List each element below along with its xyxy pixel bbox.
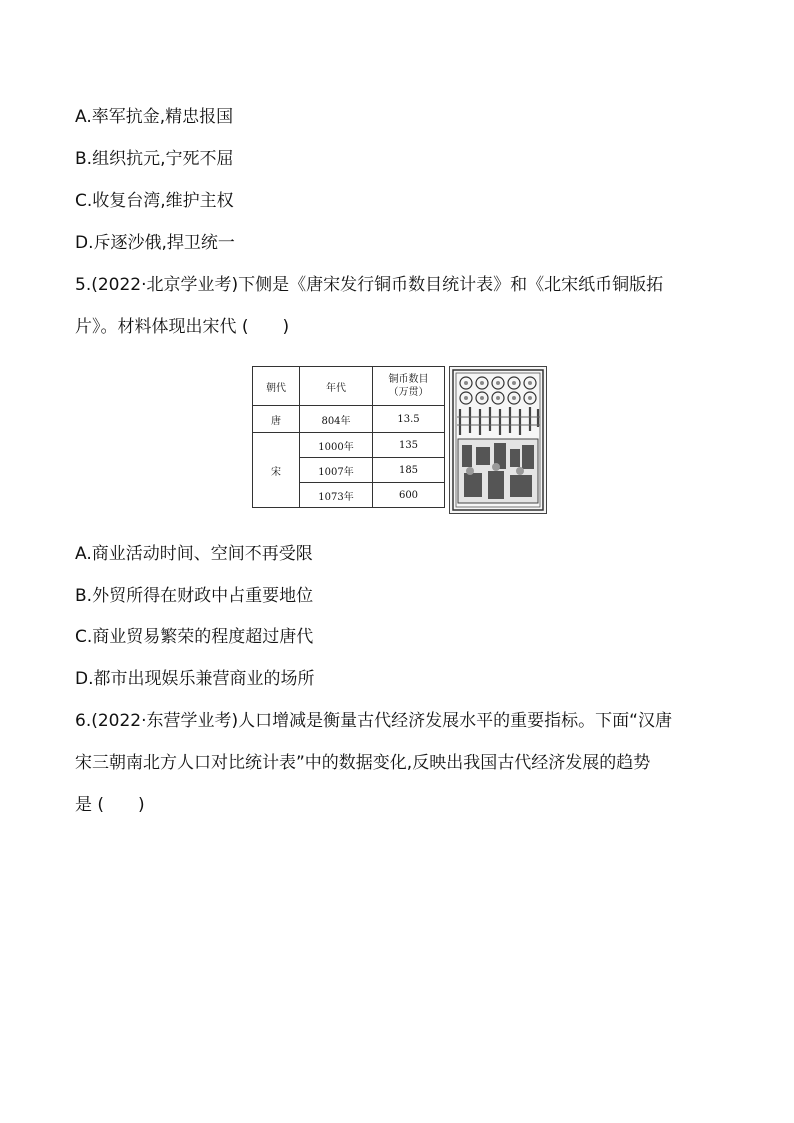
year-cell: 1000年 — [300, 433, 373, 458]
table-row — [253, 406, 445, 433]
q5-option-a: A.商业活动时间、空间不再受限 — [75, 544, 313, 564]
coin-table — [252, 366, 445, 508]
q4-option-c: C.收复台湾,维护主权 — [75, 191, 234, 211]
q6-stem-line1: 6.(2022·东营学业考)人口增减是衡量古代经济发展水平的重要指标。下面“汉唐 — [75, 711, 672, 731]
q5-stem-line1: 5.(2022·北京学业考)下侧是《唐宋发行铜币数目统计表》和《北宋纸币铜版拓 — [75, 275, 664, 295]
q6-stem-line2: 宋三朝南北方人口对比统计表”中的数据变化,反映出我国古代经济发展的趋势 — [75, 753, 651, 773]
q5-stem-line2: 片》。材料体现出宋代 ( ) — [75, 317, 290, 337]
value-cell: 135 — [373, 433, 445, 458]
value-cell: 600 — [373, 483, 445, 508]
q4-option-b: B.组织抗元,宁死不屈 — [75, 149, 234, 169]
value-cell: 13.5 — [373, 406, 445, 433]
q5-option-b: B.外贸所得在财政中占重要地位 — [75, 586, 314, 606]
q6-stem-line3: 是 ( ) — [75, 795, 145, 815]
year-cell: 1073年 — [300, 483, 373, 508]
q4-option-d: D.斥逐沙俄,捍卫统一 — [75, 233, 235, 253]
dynasty-cell: 宋 — [253, 433, 300, 508]
year-cell: 804年 — [300, 406, 373, 433]
dynasty-cell: 唐 — [253, 406, 300, 433]
header-dynasty: 朝代 — [253, 367, 300, 406]
year-cell: 1007年 — [300, 458, 373, 483]
header-coins-label: 铜币数目 — [388, 374, 429, 385]
value-cell: 185 — [373, 458, 445, 483]
q5-option-c: C.商业贸易繁荣的程度超过唐代 — [75, 627, 314, 647]
table-row — [253, 433, 445, 458]
q5-option-d: D.都市出现娱乐兼营商业的场所 — [75, 669, 315, 689]
q5-figure — [252, 366, 546, 512]
q4-option-a: A.率军抗金,精忠报国 — [75, 107, 234, 127]
banknote-plate-image — [449, 366, 547, 514]
header-year: 年代 — [300, 367, 373, 406]
header-coins — [373, 367, 445, 406]
header-coins-unit: （万贯） — [388, 387, 429, 398]
